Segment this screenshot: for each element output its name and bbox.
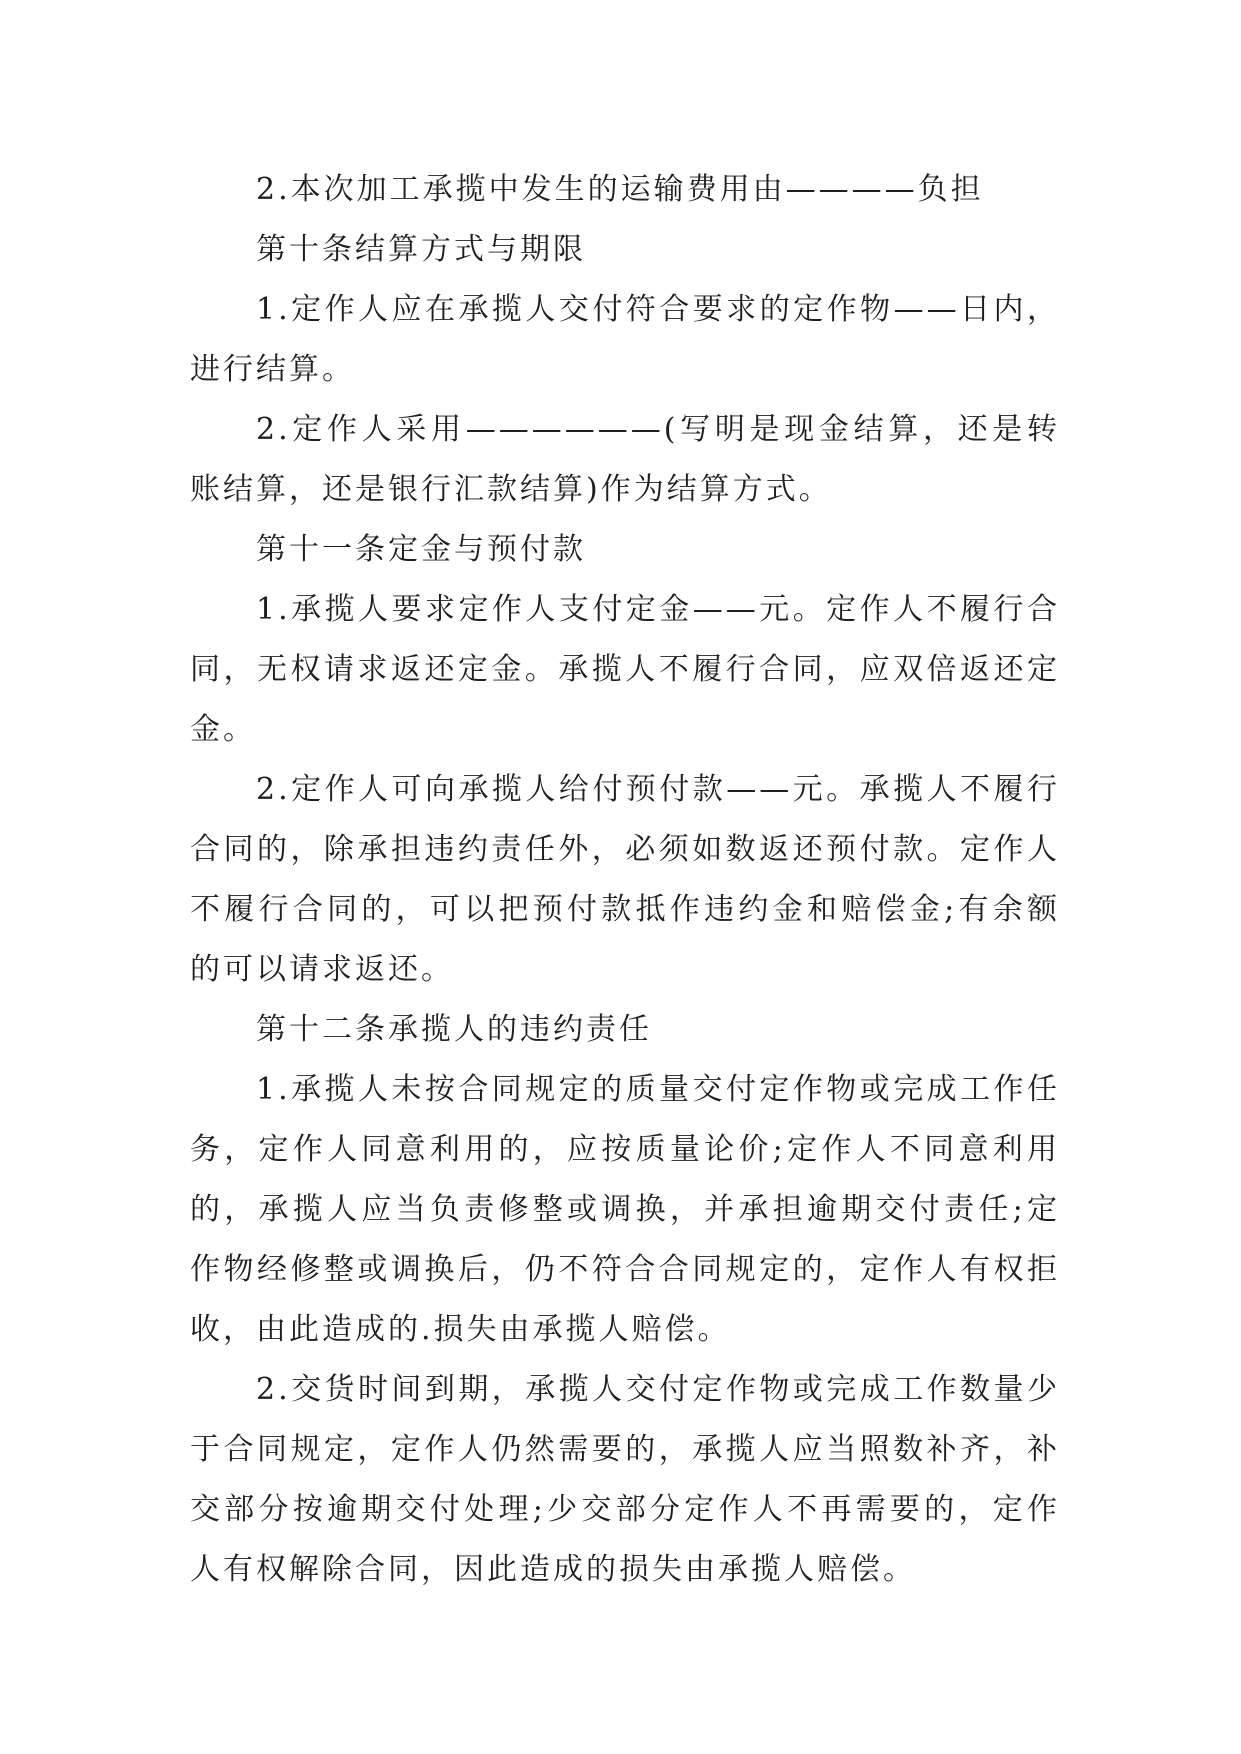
paragraph-quantity-liability: 2.交货时间到期，承揽人交付定作物或完成工作数量少于合同规定，定作人仍然需要的，承揽人应当照数补齐，补交部分按逾期交付处理;少交部分定作人不再需要的，定作人有权解除合同，因此造成的损失由承揽人赔偿。	[190, 1372, 1060, 1587]
paragraph-settlement-deadline: 1.定作人应在承揽人交付符合要求的定作物——日内，进行结算。	[190, 292, 1060, 387]
paragraph-quality-liability: 1.承揽人未按合同规定的质量交付定作物或完成工作任务，定作人同意利用的，应按质量论价;定作人不同意利用的，承揽人应当负责修整或调换，并承担逾期交付责任;定作物经修整或调换后，仍不符合合同规定的，定作人有权拒收，由此造成的.损失由承揽人赔偿。	[190, 1072, 1060, 1347]
article-10-heading: 第十条结算方式与期限	[256, 232, 586, 267]
paragraph-advance-payment: 2.定作人可向承揽人给付预付款——元。承揽人不履行合同的，除承担违约责任外，必须如数返还预付款。定作人不履行合同的，可以把预付款抵作违约金和赔偿金;有余额的可以请求返还。	[190, 772, 1060, 987]
article-12-heading: 第十二条承揽人的违约责任	[256, 1012, 652, 1047]
paragraph-settlement-method: 2.定作人采用——————(写明是现金结算，还是转账结算，还是银行汇款结算)作为结算方式。	[190, 412, 1060, 507]
article-11-heading: 第十一条定金与预付款	[256, 532, 586, 567]
paragraph-transport-cost: 2.本次加工承揽中发生的运输费用由————负担	[256, 172, 984, 207]
paragraph-deposit: 1.承揽人要求定作人支付定金——元。定作人不履行合同，无权请求返还定金。承揽人不履行合同，应双倍返还定金。	[190, 592, 1060, 747]
document-body	[190, 160, 1060, 1600]
